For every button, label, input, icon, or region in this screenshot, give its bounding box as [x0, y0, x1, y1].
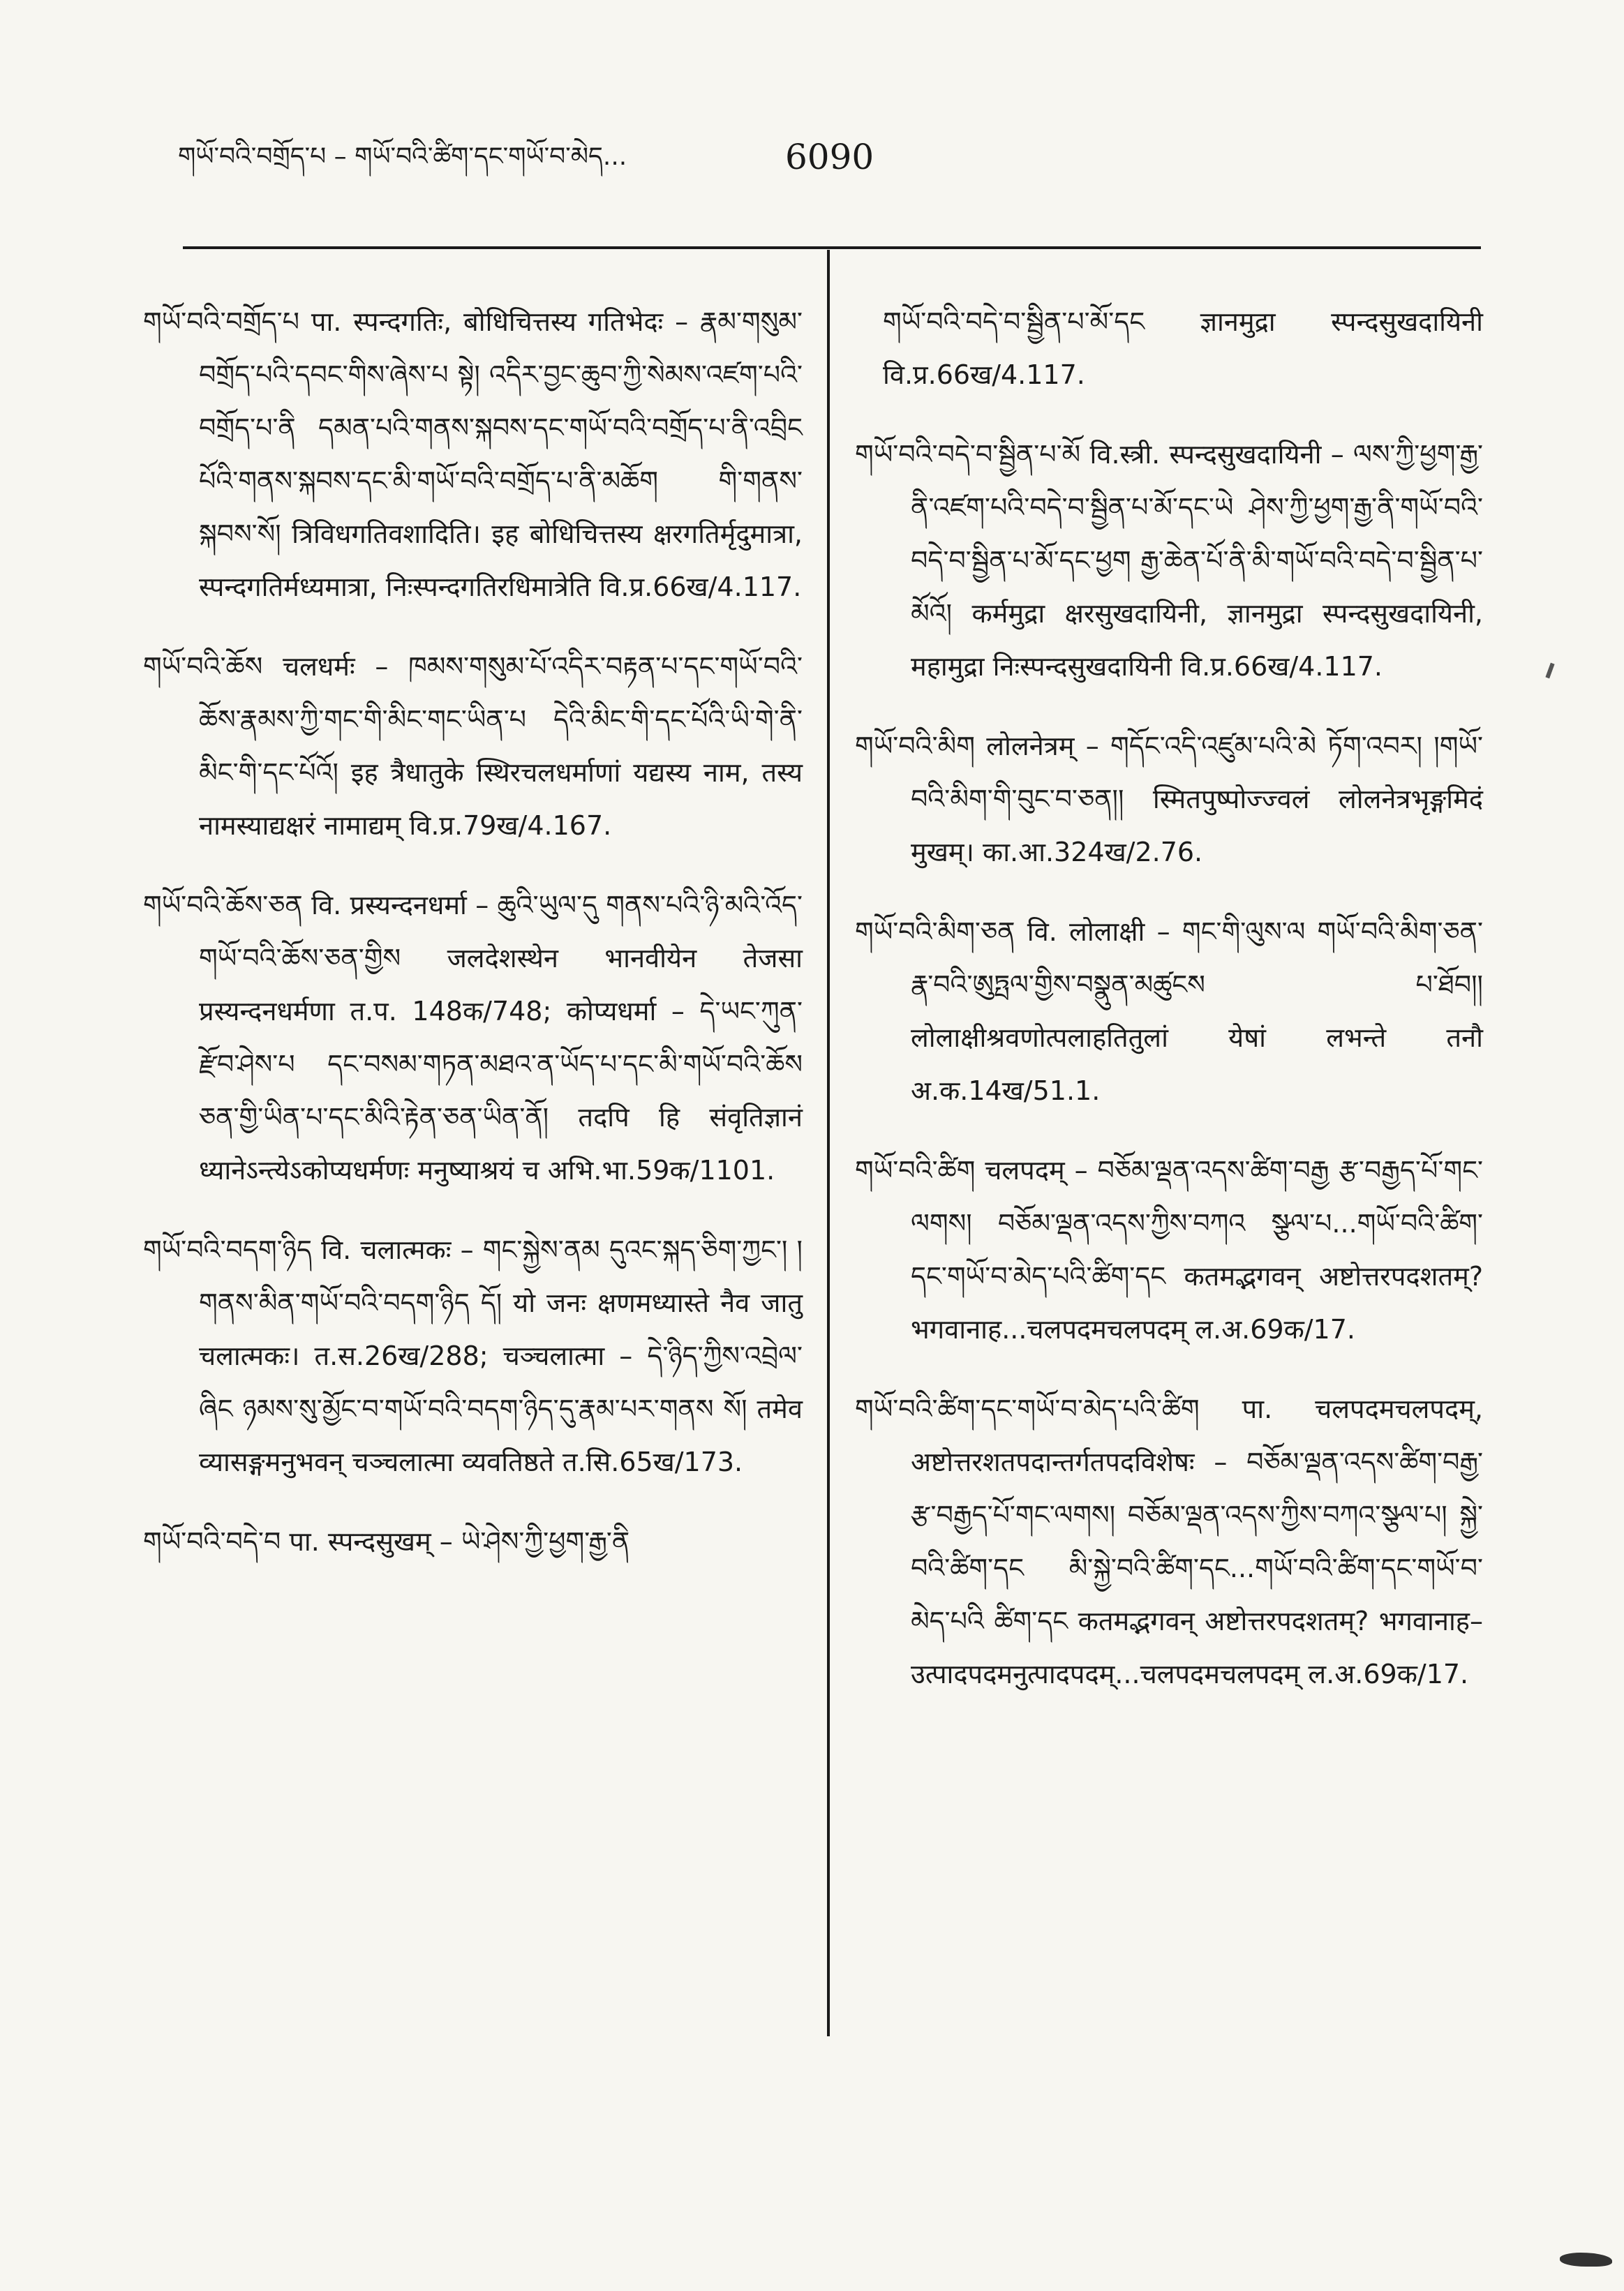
- dictionary-entry: གཡོ་བའི་ཚིག चलपदम् – བཅོམ་ལྡན་འདས་ཚིག་བརྒྱ རྩ་བརྒྱད་པོ་གང་ལགས། བཅོམ་ལྡན་འདས་ཀྱིས་བཀའ སྩལ་པ...གཡོ་བའི་ཚིག་དང་གཡོ་བ་མེད་པའི་ཚིག་དང कतमद्भगवन् अष्टोत्तरपदशतम्? भगवानाह...चलपदमचलपदम् ल.अ.69क/17.: [855, 1155, 1483, 1345]
- dictionary-entry: གཡོ་བའི་བདེ་བ पा. स्पन्दसुखम् – ཡེ་ཤེས་ཀྱི་ཕྱག་རྒྱ་ནི: [143, 1526, 630, 1557]
- entry-continuation: གཡོ་བའི་བདེ་བ་སྦྱིན་པ་མོ་དང ज्ञानमुद्रा स्पन्दसुखदायिनी वि.प्र.66ख/4.117.: [883, 306, 1483, 390]
- dictionary-entry: གཡོ་བའི་མིག་ཅན वि. लोलाक्षी – གང་གི་ལུས་ལ གཡོ་བའི་མིག་ཅན་རྣ་བའི་ཨུཏྤལ་གྱིས་བསྣུན་མཚུངས པ་ཐོབ།། लोलाक्षीश्रवणोत्पलाहतितुलां येषां लभन्ते तनौ अ.क.14ख/51.1.: [855, 916, 1483, 1106]
- left-column: [143, 269, 803, 1583]
- right-column: [855, 269, 1483, 1716]
- dictionary-entry: གཡོ་བའི་ཚིག་དང་གཡོ་བ་མེད་པའི་ཚིག पा. चलपदमचलपदम्, अष्टोत्तरशतपदान्तर्गतपदविशेषः – བཅོམ་ལྡན་འདས་ཚིག་བརྒྱ་རྩ་བརྒྱད་པོ་གང་ལགས། བཅོམ་ལྡན་འདས་ཀྱིས་བཀའ་སྩལ་པ། སྐྱེ་བའི་ཚིག་དང མི་སྐྱེ་བའི་ཚིག་དང...གཡོ་བའི་ཚིག་དང་གཡོ་བ་མེད་པའི ཚིག་དང कतमद्भगवन् अष्टोत्तरपदशतम्? भगवानाह–उत्पादपदमनुत्पादपदम्...चलपदमचलपदम् ल.अ.69क/17.: [855, 1394, 1483, 1689]
- dictionary-entry: གཡོ་བའི་བགྲོད་པ पा. स्पन्दगतिः, बोधिचित्तस्य गतिभेदः – རྣམ་གསུམ་བགྲོད་པའི་དབང་གིས་ཞེས་པ སྟེ། འདིར་བྱང་ཆུབ་ཀྱི་སེམས་འཛག་པའི་བགྲོད་པ་ནི དམན་པའི་གནས་སྐབས་དང་གཡོ་བའི་བགྲོད་པ་ནི་འབྲིང པོའི་གནས་སྐབས་དང་མི་གཡོ་བའི་བགྲོད་པ་ནི་མཆོག གི་གནས་སྐབས་སོ། त्रिविधगतिवशादिति। इह बोधिचित्तस्य क्षरगतिर्मृदुमात्रा, स्पन्दगतिर्मध्यमात्रा, निःस्पन्दगतिरधिमात्रेति वि.प्र.66ख/4.117.: [143, 306, 803, 602]
- dictionary-entry: གཡོ་བའི་ཆོས་ཅན वि. प्रस्यन्दनधर्मा – ཆུའི་ཡུལ་དུ གནས་པའི་ཉི་མའི་འོད་གཡོ་བའི་ཆོས་ཅན་གྱིས जलदेशस्थेन भानवीयेन तेजसा प्रस्यन्दनधर्मणा त.प. 148क/748; कोप्यधर्मा – དེ་ཡང་ཀུན་རྫོབ་ཤེས་པ དང་བསམ་གཏན་མཐའ་ན་ཡོད་པ་དང་མི་གཡོ་བའི་ཆོས ཅན་གྱི་ཡིན་པ་དང་མིའི་རྟེན་ཅན་ཡིན་ནོ། तदपि हि संवृतिज्ञानं ध्यानेऽन्त्येऽकोप्यधर्मणः मनुष्याश्रयं च अभि.भा.59क/1101.: [143, 890, 803, 1186]
- dictionary-entry: གཡོ་བའི་མིག लोलनेत्रम् – གདོང་འདི་འཛུམ་པའི་མེ ཏོག་འབར། །གཡོ་བའི་མིག་གི་བུང་བ་ཅན།། स्मितपुष्पोज्ज्वलं लोलनेत्रभृङ्गमिदं मुखम्। का.आ.324ख/2.76.: [855, 731, 1483, 867]
- running-head-text: གཡོ་བའི་བགྲོད་པ – གཡོ་བའི་ཚིག་དང་གཡོ་བ་མེད...: [178, 142, 627, 171]
- running-head: [178, 126, 1504, 188]
- dictionary-entry: གཡོ་བའི་བདག་ཉིད वि. चलात्मकः – གང་སྐྱེས་ནམ དུའང་སྐད་ཅིག་ཀྱང་། །གནས་མིན་གཡོ་བའི་བདག་ཉིད དོ། यो जनः क्षणमध्यास्ते नैव जातु चलात्मकः। त.स.26ख/288; चञ्चलात्मा – དེ་ཉིད་ཀྱིས་འབྲེལ་ཞིང ཉམས་སུ་མྱོང་བ་གཡོ་བའི་བདག་ཉིད་དུ་རྣམ་པར་གནས སོ། तमेव व्यासङ्गमनुभवन् चञ्चलात्मा व्यवतिष्ठते त.सि.65ख/173.: [143, 1234, 803, 1477]
- header-rule: [183, 246, 1481, 249]
- scan-mark: [1545, 663, 1554, 679]
- column-divider: [827, 250, 830, 2036]
- dictionary-entry: གཡོ་བའི་ཆོས चलधर्मः – ཁམས་གསུམ་པོ་འདིར་བརྟན་པ་དང་གཡོ་བའི་ཆོས་རྣམས་ཀྱི་གང་གི་མིང་གང་ཡིན་པ དེའི་མིང་གི་དང་པོའི་ཡི་གེ་ནི་མིང་གི་དང་པོའོ། इह त्रैधातुके स्थिरचलधर्माणां यद्यस्य नाम, तस्य नामस्याद्यक्षरं नामाद्यम् वि.प्र.79ख/4.167.: [143, 651, 803, 841]
- dictionary-entry: གཡོ་བའི་བདེ་བ་སྦྱིན་པ་མོ वि.स्त्री. स्पन्दसुखदायिनी – ལས་ཀྱི་ཕྱག་རྒྱ་ནི་འཛག་པའི་བདེ་བ་སྦྱིན་པ་མོ་དང་ཡེ ཤེས་ཀྱི་ཕྱག་རྒྱ་ནི་གཡོ་བའི་བདེ་བ་སྦྱིན་པ་མོ་དང་ཕྱག རྒྱ་ཆེན་པོ་ནི་མི་གཡོ་བའི་བདེ་བ་སྦྱིན་པ་མོའོ། कर्ममुद्रा क्षरसुखदायिनी, ज्ञानमुद्रा स्पन्दसुखदायिनी, महामुद्रा निःस्पन्दसुखदायिनी वि.प्र.66ख/4.117.: [855, 439, 1483, 682]
- scan-mark: [1560, 2253, 1612, 2267]
- page-number: 6090: [785, 137, 874, 177]
